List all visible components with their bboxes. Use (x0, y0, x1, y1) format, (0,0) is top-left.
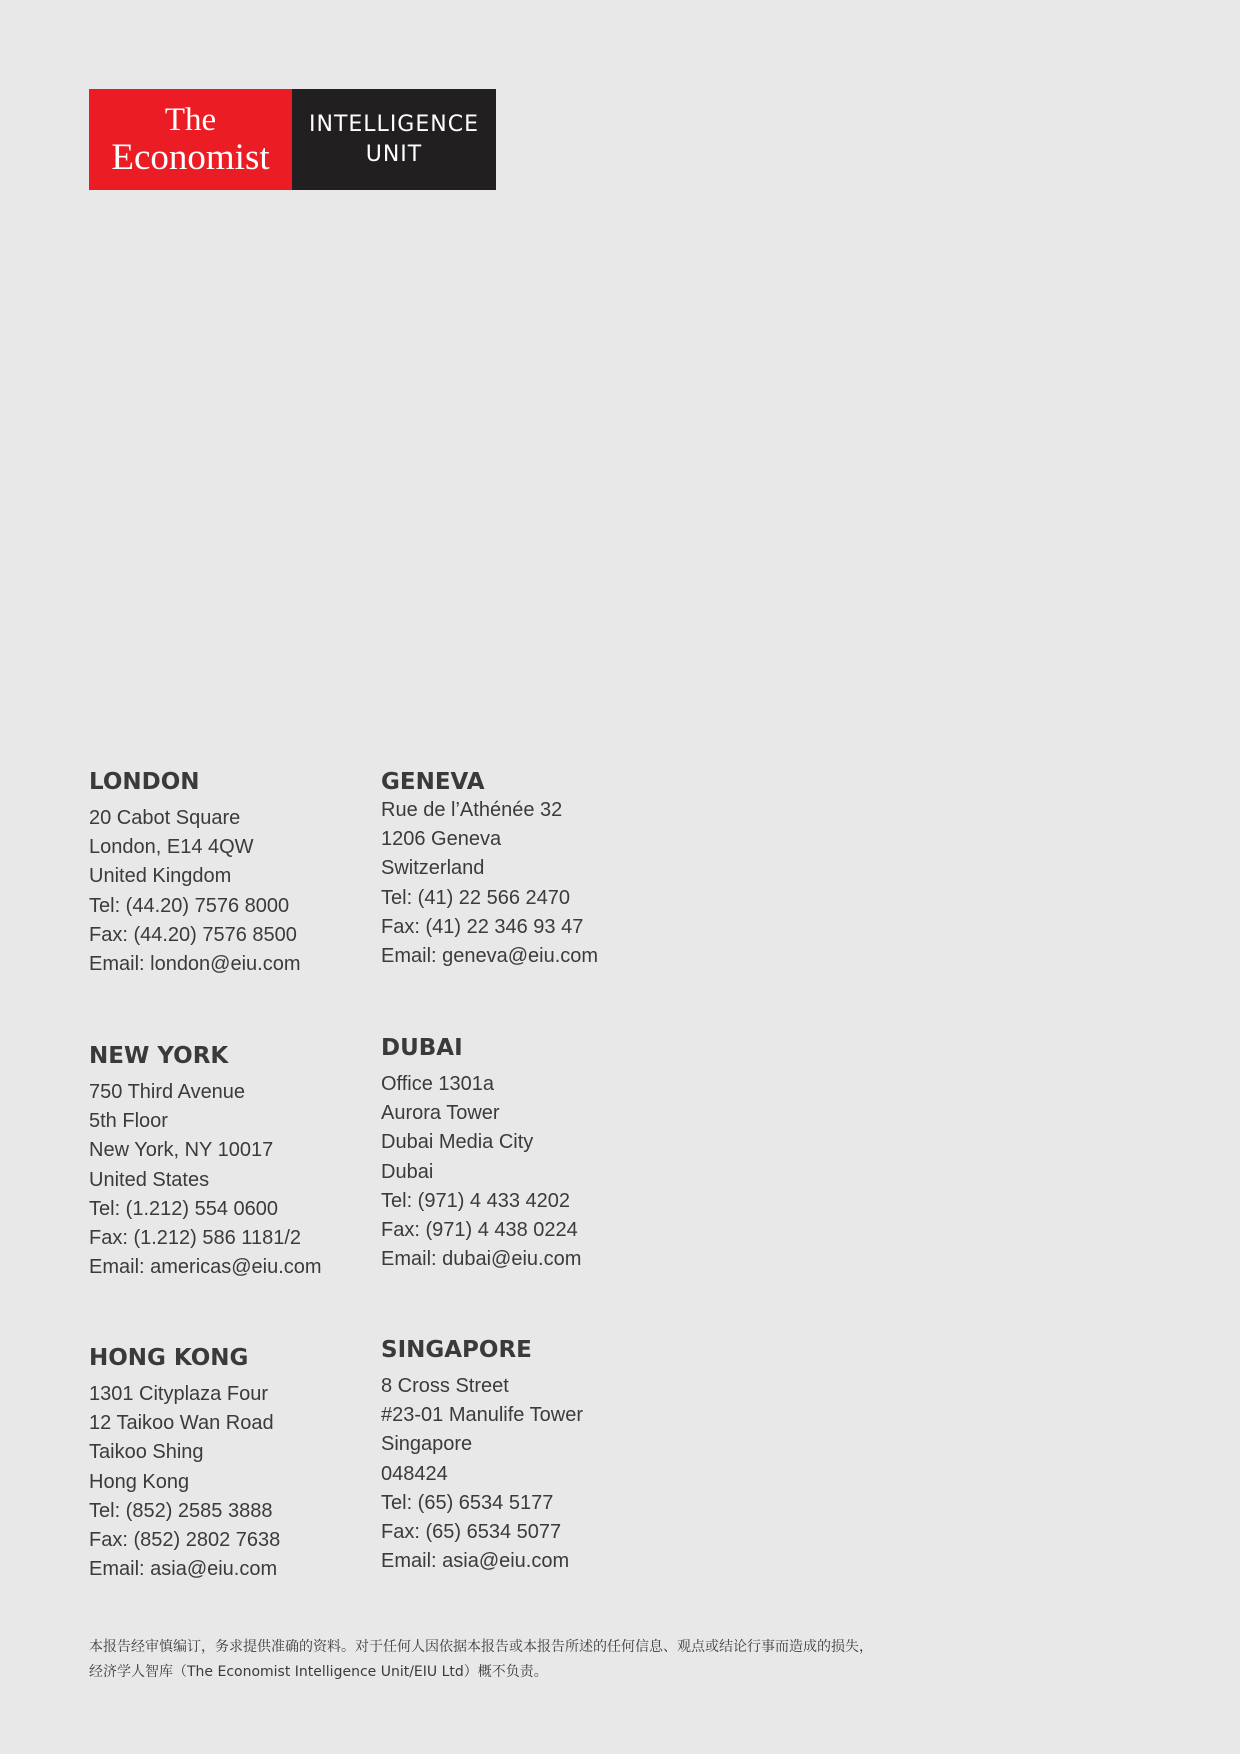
office-name: LONDON (89, 769, 200, 795)
address-line: 12 Taikoo Wan Road (89, 1412, 274, 1435)
office-london (89, 766, 379, 979)
email-line: Email: london@eiu.com (89, 953, 301, 976)
phone-line: Tel: (1.212) 554 0600 (89, 1197, 279, 1220)
phone-line: Tel: (852) 2585 3888 (89, 1499, 273, 1522)
address-line: Office 1301a (381, 1073, 495, 1095)
fax-line: Fax: (852) 2802 7638 (89, 1529, 281, 1552)
disclaimer (89, 1635, 1089, 1685)
phone-line: Tel: (44.20) 7576 8000 (89, 894, 290, 917)
office-geneva (381, 766, 671, 971)
fax-line: Fax: (1.212) 586 1181/2 (89, 1227, 301, 1250)
address-line: Taikoo Shing (89, 1441, 204, 1464)
email-line: Email: asia@eiu.com (381, 1550, 570, 1573)
office-dubai (381, 1032, 671, 1274)
office-new-york (89, 1040, 379, 1282)
fax-line: Fax: (65) 6534 5077 (381, 1521, 562, 1544)
office-name: NEW YORK (89, 1043, 229, 1069)
address-line: 5th Floor (89, 1110, 168, 1133)
phone-line: Tel: (65) 6534 5177 (381, 1491, 554, 1514)
address-line: Dubai (381, 1160, 434, 1183)
address-line: United States (89, 1168, 210, 1191)
address-line: #23-01 Manulife Tower (381, 1404, 583, 1427)
address-line: 8 Cross Street (381, 1375, 509, 1397)
address-line: London, E14 4QW (89, 836, 254, 859)
fax-line: Fax: (971) 4 438 0224 (381, 1219, 578, 1242)
eiu-logo (89, 89, 496, 190)
address-line: Switzerland (381, 857, 485, 880)
office-name: GENEVA (381, 769, 485, 795)
disclaimer-line: 本报告经审慎编订，务求提供准确的资料。对于任何人因依据本报告或本报告所述的任何信息、观点或结论行事而造成的损失， (89, 1639, 873, 1655)
phone-line: Tel: (971) 4 433 4202 (381, 1189, 571, 1212)
logo-the: The (164, 101, 217, 138)
address-line: 048424 (381, 1462, 448, 1485)
email-line: Email: asia@eiu.com (89, 1558, 278, 1581)
address-line: United Kingdom (89, 865, 232, 888)
logo-unit: UNIT (365, 141, 423, 167)
address-line: 1206 Geneva (381, 828, 502, 851)
address-line: Rue de l’Athénée 32 (381, 799, 563, 821)
office-name: HONG KONG (89, 1345, 249, 1371)
office-hong-kong (89, 1342, 379, 1584)
email-line: Email: geneva@eiu.com (381, 945, 599, 968)
fax-line: Fax: (41) 22 346 93 47 (381, 915, 584, 938)
phone-line: Tel: (41) 22 566 2470 (381, 886, 571, 909)
address-line: 20 Cabot Square (89, 807, 241, 829)
fax-line: Fax: (44.20) 7576 8500 (89, 923, 297, 946)
intelligence-unit-block (292, 89, 496, 190)
email-line: Email: dubai@eiu.com (381, 1248, 582, 1271)
disclaimer-line: 经济学人智库（The Economist Intelligence Unit/EIU Ltd）概不负责。 (89, 1664, 548, 1680)
address-line: 1301 Cityplaza Four (89, 1383, 268, 1405)
economist-logo-block (89, 89, 292, 190)
office-singapore (381, 1334, 671, 1576)
address-line: Hong Kong (89, 1470, 190, 1493)
logo-economist: Economist (111, 136, 270, 178)
address-line: New York, NY 10017 (89, 1139, 274, 1162)
address-line: 750 Third Avenue (89, 1081, 246, 1103)
office-name: DUBAI (381, 1035, 463, 1061)
email-line: Email: americas@eiu.com (89, 1256, 322, 1279)
address-line: Aurora Tower (381, 1102, 500, 1125)
logo-intelligence: INTELLIGENCE (309, 111, 479, 137)
address-line: Singapore (381, 1433, 473, 1456)
address-line: Dubai Media City (381, 1131, 534, 1154)
office-name: SINGAPORE (381, 1337, 532, 1363)
